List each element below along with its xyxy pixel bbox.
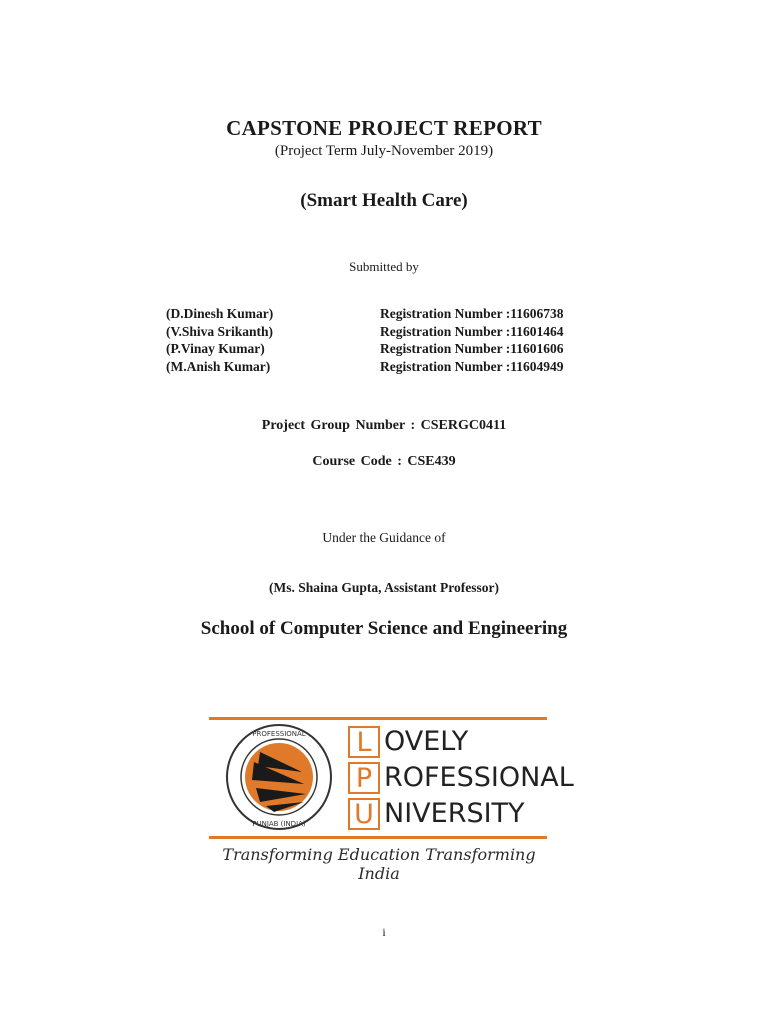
logo-word: ROFESSIONAL — [384, 762, 574, 793]
logo-letter-box — [348, 726, 380, 758]
team-members-list — [166, 305, 626, 375]
member-registration: Registration Number :11606738 — [380, 306, 564, 321]
logo-word: OVELY — [384, 726, 469, 757]
member-registration: Registration Number :11601464 — [380, 323, 564, 339]
logo-letter: U — [354, 798, 374, 830]
logo-bottom-rule — [209, 836, 547, 839]
member-registration: Registration Number :11604949 — [380, 358, 564, 374]
logo-letter-box — [348, 762, 380, 794]
logo-letter: L — [356, 726, 372, 758]
logo-word: NIVERSITY — [384, 798, 525, 829]
submitted-by-label: Submitted by — [349, 259, 419, 274]
member-row — [166, 305, 626, 323]
guidance-label: Under the Guidance of — [322, 530, 446, 545]
member-row — [166, 358, 626, 376]
logo-top-rule — [209, 717, 547, 720]
page-number: i — [382, 925, 386, 939]
member-name: (P.Vinay Kumar) — [166, 341, 265, 356]
course-code: Course Code : CSE439 — [312, 454, 456, 469]
guide-name: (Ms. Shaina Gupta, Assistant Professor) — [268, 580, 500, 595]
svg-text:PUNJAB (INDIA): PUNJAB (INDIA) — [252, 820, 306, 828]
project-group-number: Project Group Number : CSERGC0411 — [261, 418, 507, 433]
member-name: (D.Dinesh Kumar) — [166, 306, 274, 321]
member-name: (V.Shiva Srikanth) — [166, 323, 274, 339]
svg-text:PROFESSIONAL: PROFESSIONAL — [252, 730, 306, 738]
university-tagline: Transforming Education Transforming India — [222, 845, 536, 883]
logo-letter: P — [355, 762, 373, 794]
member-registration: Registration Number :11601606 — [380, 341, 564, 356]
project-name: (Smart Health Care) — [300, 190, 468, 211]
member-name: (M.Anish Kumar) — [166, 358, 271, 374]
university-seal-icon — [224, 722, 334, 832]
logo-letter-box — [348, 798, 380, 830]
member-row — [166, 323, 626, 341]
report-title: CAPSTONE PROJECT REPORT — [226, 116, 542, 140]
member-row — [166, 340, 626, 358]
project-term: (Project Term July-November 2019) — [274, 143, 494, 159]
school-name: School of Computer Science and Engineering — [200, 618, 568, 639]
